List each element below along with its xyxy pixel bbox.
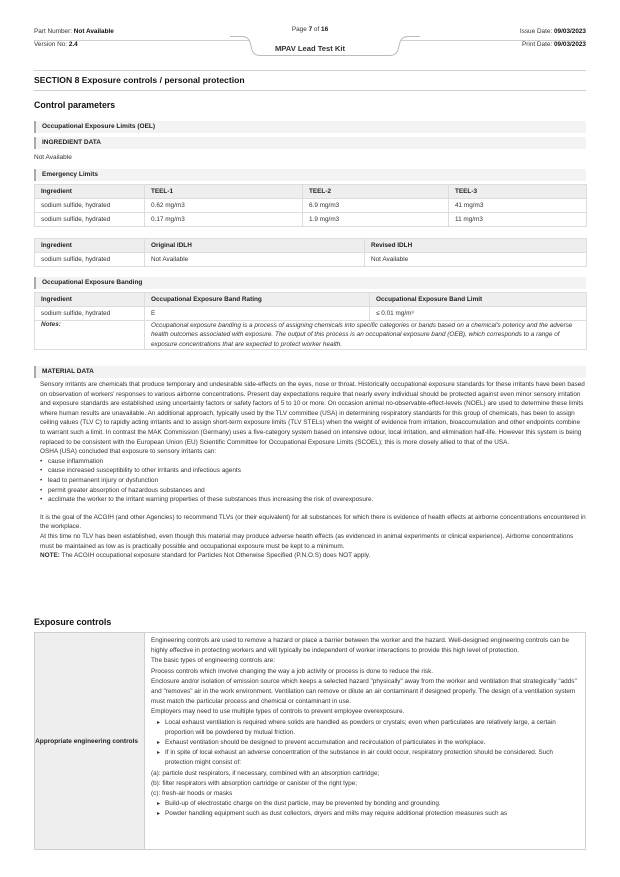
engineering-line: (c): fresh-air hoods or masks: [151, 790, 233, 798]
ingredient-data-value: Not Available: [34, 154, 72, 161]
material-paragraph: It is the goal of the ACGIH (and other Agencies) to recommend TLVs (or their equivalent) for all substances for which there is evidence of health effects at airborne concentrations encountered in the workplace.: [40, 513, 586, 531]
list-item: • acclimate the worker to the irritant warning properties of these substances thus increasing the risk of overexposure.: [48, 495, 586, 505]
note-text: The ACGIH occupational exposure standard for Particles Not Otherwise Specified (P.N.O.S) does NOT apply.: [61, 552, 371, 560]
table-cell: sodium sulfide, hydrated: [35, 213, 145, 227]
material-paragraph: Sensory irritants are chemicals that produce temporary and undesirable side-effects on the eyes, nose or throat. Historically occupational exposure standards for these irritants have been based on observation of workers' responses to various airborne concentrations. Present day expectations require that nearly every individual should be protected against even minor sensory irritation and exposure standards are established using uncertainty factors or safety factors of 5 to 10 or more. On occasion animal no-observable-effect-levels (NOEL) are used to determine these limits where human results are unavailable. An additional approach, typically used by the TLV committee (USA) in determining respiratory standards for this group of chemicals, has been to assign ceiling values (TLV C) to rapidly acting irritants and to assign short-term exposure limits (TLV STELs) when the weight of evidence from irritation, bioaccumulation and other endpoints combine to warrant such a limit. In contrast the MAK Commission (Germany) uses a five-category system based on intensive odour, local irritation, and elimination half-life. However this system is being replaced to be consistent with the European Union (EU) Scientific Committee for Occupational Exposure Limits (SCOEL); this is more closely allied to that of the USA.: [40, 381, 585, 446]
page-indicator: Page 7 of 16: [291, 26, 329, 33]
table-row: [35, 213, 587, 227]
table-cell: Not Available: [145, 253, 365, 267]
part-number: Part Number: Not Available: [34, 28, 114, 35]
table-cell: 1.9 mg/m3: [303, 213, 449, 227]
engineering-paragraph: Employers may need to use multiple types of controls to prevent employee overexposure.: [151, 708, 405, 716]
control-parameters-heading: Control parameters: [34, 100, 116, 110]
engineering-line: (b): filter respirators with absorption cartridge or canister of the right type;: [151, 779, 358, 787]
list-item: ▸ Exhaust ventilation should be designed to prevent accumulation and recirculation of particulates in the workplace.: [165, 738, 579, 748]
table-header-cell: TEEL-1: [145, 185, 303, 199]
table-header-cell: Occupational Exposure Band Limit: [370, 293, 587, 307]
teel-table: [34, 184, 587, 227]
notes-row: [35, 321, 587, 350]
table-header-row: [35, 185, 587, 199]
list-item: • cause inflammation: [48, 457, 586, 467]
table-cell: sodium sulfide, hydrated: [35, 253, 145, 267]
table-cell: 41 mg/m3: [449, 199, 587, 213]
table-header-cell: Occupational Exposure Band Rating: [145, 293, 370, 307]
list-item: • lead to permanent injury or dysfunction: [48, 476, 586, 486]
exposure-controls-heading: Exposure controls: [34, 617, 112, 627]
print-date: Print Date: 09/03/2023: [522, 40, 586, 48]
table-cell: E: [145, 307, 370, 321]
version-number: Version No: 2.4: [34, 40, 78, 48]
engineering-list: [151, 718, 579, 769]
list-item: ▸ If in spite of local exhaust an adverse concentration of the substance in air could occur, respiratory protection should be considered. Such protection might consist of:: [165, 748, 579, 768]
engineering-paragraph: Process controls which involve changing the way a job activity or process is done to reduce the risk.: [151, 667, 434, 675]
notes-text: Occupational exposure banding is a process of assigning chemicals into specific categories or bands based on a chemical's potency and the adverse health outcomes associated with exposure. The output of this process is an occupational exposure band (OEB), which corresponds to a range of exposure concentrations that are expected to protect worker health.: [145, 321, 587, 350]
engineering-paragraph: Engineering controls are used to remove a hazard or place a barrier between the worker and the hazard. Well-designed engineering controls can be highly effective in protecting workers and will typically be independent of worker interactions to provide this high level of protection.: [151, 637, 570, 655]
section-title: SECTION 8 Exposure controls / personal protection: [34, 75, 245, 85]
list-item: ▸ Powder handling equipment such as dust collectors, dryers and mills may require additional protection measures such as: [165, 809, 579, 819]
table-header-row: [35, 239, 587, 253]
engineering-list: [151, 799, 579, 819]
issue-date: Issue Date: 09/03/2023: [519, 28, 586, 35]
material-data-bar: MATERIAL DATA: [34, 366, 586, 378]
table-cell: Not Available: [365, 253, 587, 267]
list-item: ▸ Local exhaust ventilation is required where solids are handled as powders or crystals; even when particulates are relatively large, a certain proportion will be powdered by mutual friction.: [165, 718, 579, 738]
ingredient-data-bar: INGREDIENT DATA: [34, 137, 586, 149]
product-name: MPAV Lead Test Kit: [274, 44, 346, 53]
table-cell: 0.62 mg/m3: [145, 199, 303, 213]
engineering-paragraph: The basic types of engineering controls are:: [151, 657, 275, 665]
irritant-effects-list: [40, 457, 586, 505]
engineering-controls-label: Appropriate engineering controls: [35, 633, 145, 849]
material-paragraph: At this time no TLV has been established, even though this material may produce adverse health effects (as evidenced in animal experiments or clinical experience). Airborne concentrations must be maintained as low as is practically possible and occupational exposure must be kept to a minimum.: [40, 532, 574, 550]
table-header-cell: TEEL-2: [303, 185, 449, 199]
banding-table: [34, 292, 587, 350]
section-bottom-rule: [34, 90, 586, 91]
note-label: NOTE:: [40, 552, 60, 560]
table-row: [35, 199, 587, 213]
material-paragraph: OSHA (USA) concluded that exposure to sensory irritants can:: [40, 448, 217, 456]
emergency-limits-bar: Emergency Limits: [34, 169, 586, 181]
table-header-cell: TEEL-3: [449, 185, 587, 199]
list-item: • cause increased susceptibility to other irritants and infectious agents: [48, 466, 586, 476]
table-cell: sodium sulfide, hydrated: [35, 307, 145, 321]
table-header-row: [35, 293, 587, 307]
section-top-rule: [34, 70, 586, 71]
spacer: [40, 505, 586, 513]
engineering-controls-text: [145, 633, 585, 849]
table-cell: 0.17 mg/m3: [145, 213, 303, 227]
list-item: • permit greater absorption of hazardous substances and: [48, 486, 586, 496]
material-note: [40, 551, 586, 561]
notes-label: Notes:: [35, 321, 145, 350]
table-header-cell: Ingredient: [35, 185, 145, 199]
table-header-cell: Ingredient: [35, 239, 145, 253]
engineering-controls-box: [34, 632, 586, 850]
table-header-cell: Revised IDLH: [365, 239, 587, 253]
table-header-cell: Original IDLH: [145, 239, 365, 253]
engineering-paragraph: Enclosure and/or isolation of emission source which keeps a selected hazard "physically" away from the worker and ventilation that strategically "adds" and "removes" air in the work environment. Ventilation can remove or dilute an air contaminant if designed properly. The design of a ventilation system must match the particular process and chemical or contaminant in use.: [151, 677, 577, 706]
oel-bar: Occupational Exposure Limits (OEL): [34, 121, 586, 133]
table-row: [35, 307, 587, 321]
banding-bar: Occupational Exposure Banding: [34, 277, 586, 289]
engineering-line: (a): particle dust respirators, if necessary, combined with an absorption cartridge;: [151, 769, 380, 777]
table-cell: sodium sulfide, hydrated: [35, 199, 145, 213]
table-cell: ≤ 0.01 mg/m³: [370, 307, 587, 321]
table-cell: 11 mg/m3: [449, 213, 587, 227]
table-header-cell: Ingredient: [35, 293, 145, 307]
list-item: ▸ Build-up of electrostatic charge on the dust particle, may be prevented by bonding and grounding.: [165, 799, 579, 809]
idlh-table: [34, 238, 587, 267]
table-row: [35, 253, 587, 267]
table-cell: 6.9 mg/m3: [303, 199, 449, 213]
material-data-text: [40, 380, 586, 561]
